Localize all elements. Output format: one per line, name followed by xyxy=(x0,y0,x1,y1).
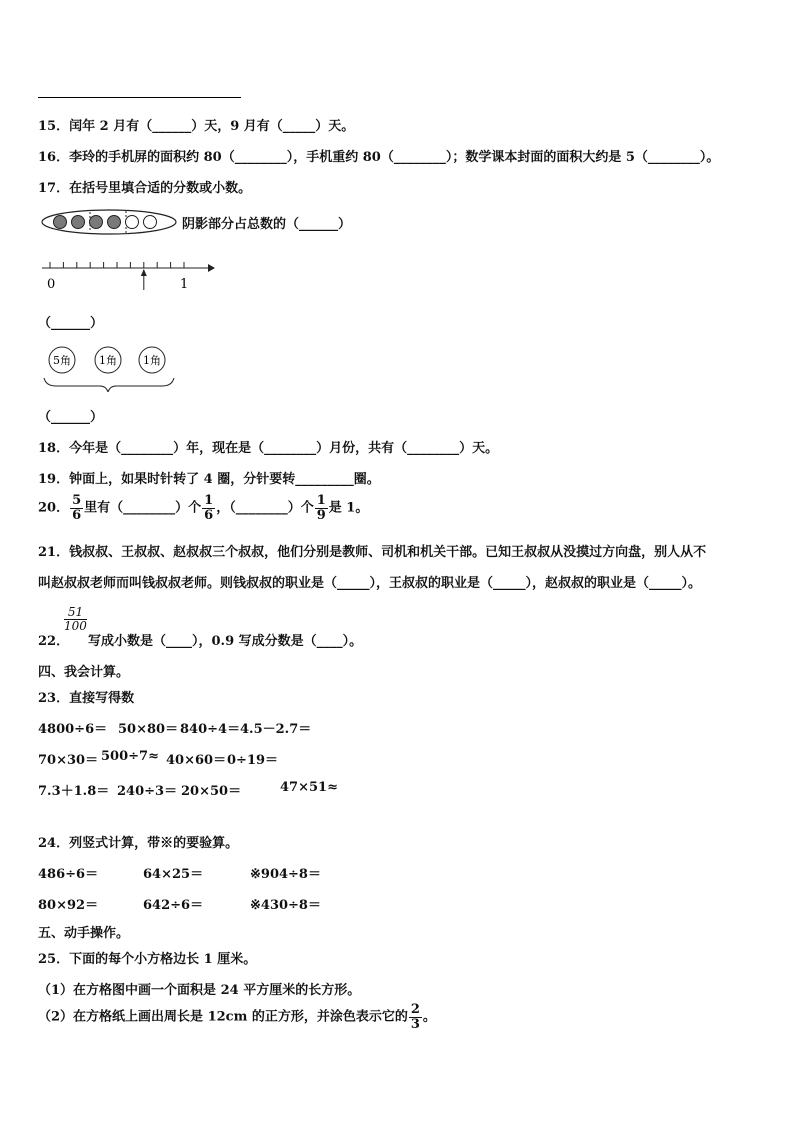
question-25-part-2-text: （2）在方格纸上画出周长是 12cm 的正方形，并涂色表示它的 xyxy=(38,1009,408,1025)
calc-item: 40×60＝ xyxy=(166,753,227,768)
coin-label: 5角 xyxy=(53,354,71,367)
question-22: 写成小数是（____），0.9 写成分数是（____）。 xyxy=(88,634,363,649)
calc-item: 840÷4＝ xyxy=(180,722,241,737)
calc-item: 240÷3＝ xyxy=(117,784,178,799)
number-line-arrow xyxy=(141,269,147,290)
unshaded-circle xyxy=(144,216,157,229)
question-20-text-2: ，（________）个 xyxy=(216,500,314,516)
fraction-2-3: $\frac{2}{3}$ xyxy=(410,1002,420,1032)
question-24-title: 24．列竖式计算，带※的要验算。 xyxy=(38,836,239,851)
question-22-number: 22． xyxy=(38,634,70,649)
calc-item: ※430÷8＝ xyxy=(250,898,321,913)
question-16: 16．李玲的手机屏的面积约 80（________），手机重约 80（________）；数学课本封面的面积大约是 5（________）。 xyxy=(38,150,720,165)
calc-item: 20×50＝ xyxy=(181,784,242,799)
calc-item: 4.5－2.7＝ xyxy=(240,722,312,737)
question-21-line-2: 叫赵叔叔老师而叫钱叔叔老师。则钱叔叔的职业是（_____），王叔叔的职业是（_____），赵叔叔的职业是（_____）。 xyxy=(38,576,702,591)
question-25-title: 25．下面的每个小方格边长 1 厘米。 xyxy=(38,952,257,967)
fraction-1-9: $\frac{1}{9}$ xyxy=(316,493,326,523)
calc-item: 500÷7≈ xyxy=(101,749,159,764)
fraction-5-6: $\frac{5}{6}$ xyxy=(72,493,82,523)
circles-question-label: 阴影部分占总数的（______） xyxy=(182,217,352,232)
calc-item: 64×25＝ xyxy=(143,867,204,882)
question-20-text-1: 里有（________）个 xyxy=(84,500,202,516)
calc-item: 7.3＋1.8＝ xyxy=(38,784,110,799)
number-line-label-1: 1 xyxy=(180,277,189,292)
shaded-circle xyxy=(54,216,67,229)
question-15: 15．闰年 2 月有（______）天，9 月有（_____）天。 xyxy=(38,119,355,134)
shaded-circle xyxy=(90,216,103,229)
number-line-answer-blank: （______） xyxy=(38,316,104,331)
shaded-circles-figure xyxy=(38,206,180,238)
question-25-part-1: （1）在方格图中画一个面积是 24 平方厘米的长方形。 xyxy=(38,983,361,998)
section-4-heading: 四、我会计算。 xyxy=(38,665,130,680)
question-20-number: 20． xyxy=(38,500,70,516)
question-19: 19．钟面上，如果时针转了 4 圈，分针要转_________圈。 xyxy=(38,472,380,487)
coins-figure xyxy=(40,344,180,392)
question-23-title: 23．直接写得数 xyxy=(38,691,135,706)
unshaded-circle xyxy=(126,216,139,229)
coins-answer-blank: （______） xyxy=(38,410,104,425)
question-21-line-1: 21．钱叔叔、王叔叔、赵叔叔三个叔叔，他们分别是教师、司机和机关干部。已知王叔叔从没摸过方向盘，别人从不 xyxy=(38,545,707,560)
question-20-text-3: 是 1。 xyxy=(328,500,369,516)
shaded-circle xyxy=(108,216,121,229)
header-divider xyxy=(38,97,241,98)
calc-item: ※904÷8＝ xyxy=(250,867,321,882)
coin-label: 1角 xyxy=(143,354,161,367)
coin-label: 1角 xyxy=(99,354,117,367)
section-5-heading: 五、动手操作。 xyxy=(38,926,130,941)
question-17-title: 17．在括号里填合适的分数或小数。 xyxy=(38,181,252,196)
calc-item: 4800÷6＝ xyxy=(38,722,108,737)
calc-item: 80×92＝ xyxy=(38,898,99,913)
calc-item: 0÷19＝ xyxy=(227,753,279,768)
shaded-circle xyxy=(72,216,85,229)
question-25-part-2-end: 。 xyxy=(422,1009,436,1025)
number-line xyxy=(38,256,218,292)
question-18: 18．今年是（________）年，现在是（________）月份，共有（________）天。 xyxy=(38,441,499,456)
calc-item: 486÷6＝ xyxy=(38,867,99,882)
calc-item: 50×80＝ xyxy=(118,722,179,737)
fraction-1-6: $\frac{1}{6}$ xyxy=(204,493,214,523)
calc-item: 47×51≈ xyxy=(280,780,338,795)
number-line-label-0: 0 xyxy=(47,277,56,292)
question-20 xyxy=(38,494,368,522)
calc-item: 70×30＝ xyxy=(38,753,99,768)
fraction-51-100: 51 100 xyxy=(64,605,87,634)
calc-item: 642÷6＝ xyxy=(143,898,204,913)
question-25-part-2 xyxy=(38,1003,436,1031)
